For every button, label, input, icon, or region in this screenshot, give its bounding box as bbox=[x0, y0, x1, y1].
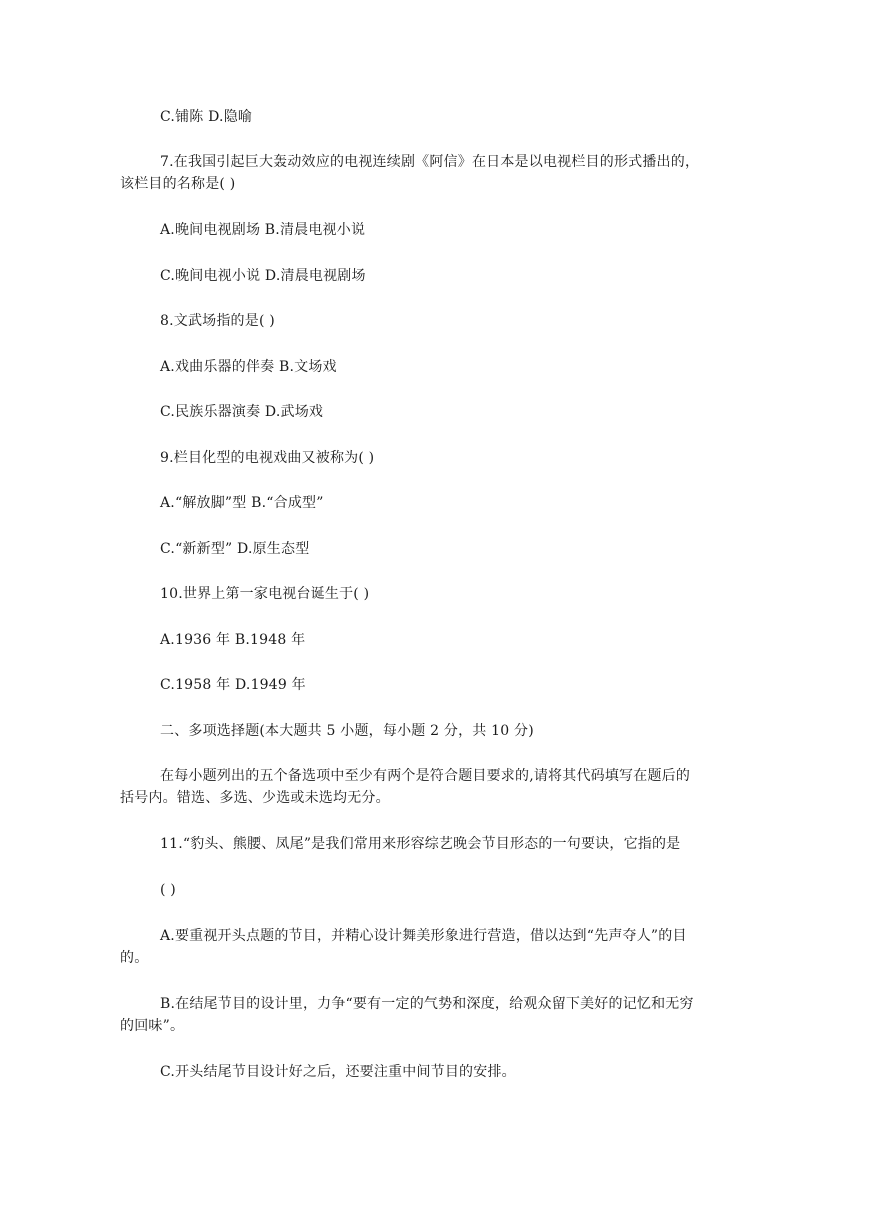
q11-option-b-line2: 的回味”。 bbox=[120, 1018, 185, 1034]
section-heading: 二、多项选择题(本大题共 5 小题，每小题 2 分，共 10 分) bbox=[160, 723, 534, 739]
q11-option-a bbox=[120, 925, 687, 969]
instructions-line1: 在每小题列出的五个备选项中至少有两个是符合题目要求的,请将其代码填写在题后的 bbox=[160, 768, 691, 784]
q8-options-ab: A.戏曲乐器的伴奏 B.文场戏 bbox=[160, 359, 337, 375]
q11-option-c: C.开头结尾节目设计好之后，还要注重中间节目的安排。 bbox=[160, 1064, 516, 1080]
q9-options-ab: A.“解放脚”型 B.“合成型” bbox=[160, 495, 324, 511]
q11-option-a-line1: A.要重视开头点题的节目，并精心设计舞美形象进行营造，借以达到“先声夺人”的目 bbox=[160, 928, 687, 944]
q11-question: 11.“豹头、熊腰、凤尾”是我们常用来形容综艺晚会节目形态的一句要诀，它指的是 bbox=[160, 836, 681, 852]
q9-question: 9.栏目化型的电视戏曲又被称为( ) bbox=[160, 450, 375, 466]
q7-question-line2: 该栏目的名称是( ) bbox=[120, 176, 236, 192]
q11-option-a-line2: 的。 bbox=[120, 950, 149, 966]
q10-question: 10.世界上第一家电视台诞生于( ) bbox=[160, 586, 370, 602]
q8-question: 8.文武场指的是( ) bbox=[160, 313, 275, 329]
q7-question bbox=[120, 151, 700, 195]
q9-options-cd: C.“新新型” D.原生态型 bbox=[160, 541, 310, 557]
q10-options-cd: C.1958 年 D.1949 年 bbox=[160, 677, 306, 693]
q11-option-b bbox=[120, 993, 694, 1037]
instructions-line2: 括号内。错选、多选、少选或未选均无分。 bbox=[120, 790, 390, 806]
q7-question-line1: 7.在我国引起巨大轰动效应的电视连续剧《阿信》在日本是以电视栏目的形式播出的， bbox=[160, 154, 700, 170]
q8-options-cd: C.民族乐器演奏 D.武场戏 bbox=[160, 404, 324, 420]
q7-options-ab: A.晚间电视剧场 B.清晨电视小说 bbox=[160, 222, 366, 238]
q10-options-ab: A.1936 年 B.1948 年 bbox=[160, 632, 306, 648]
q6-options-cd: C.铺陈 D.隐喻 bbox=[160, 109, 253, 125]
section-instructions bbox=[120, 765, 691, 809]
q7-options-cd: C.晚间电视小说 D.清晨电视剧场 bbox=[160, 268, 366, 284]
q11-answer-paren: ( ) bbox=[160, 882, 176, 898]
q11-option-b-line1: B.在结尾节目的设计里，力争“要有一定的气势和深度，给观众留下美好的记忆和无穷 bbox=[160, 996, 694, 1012]
